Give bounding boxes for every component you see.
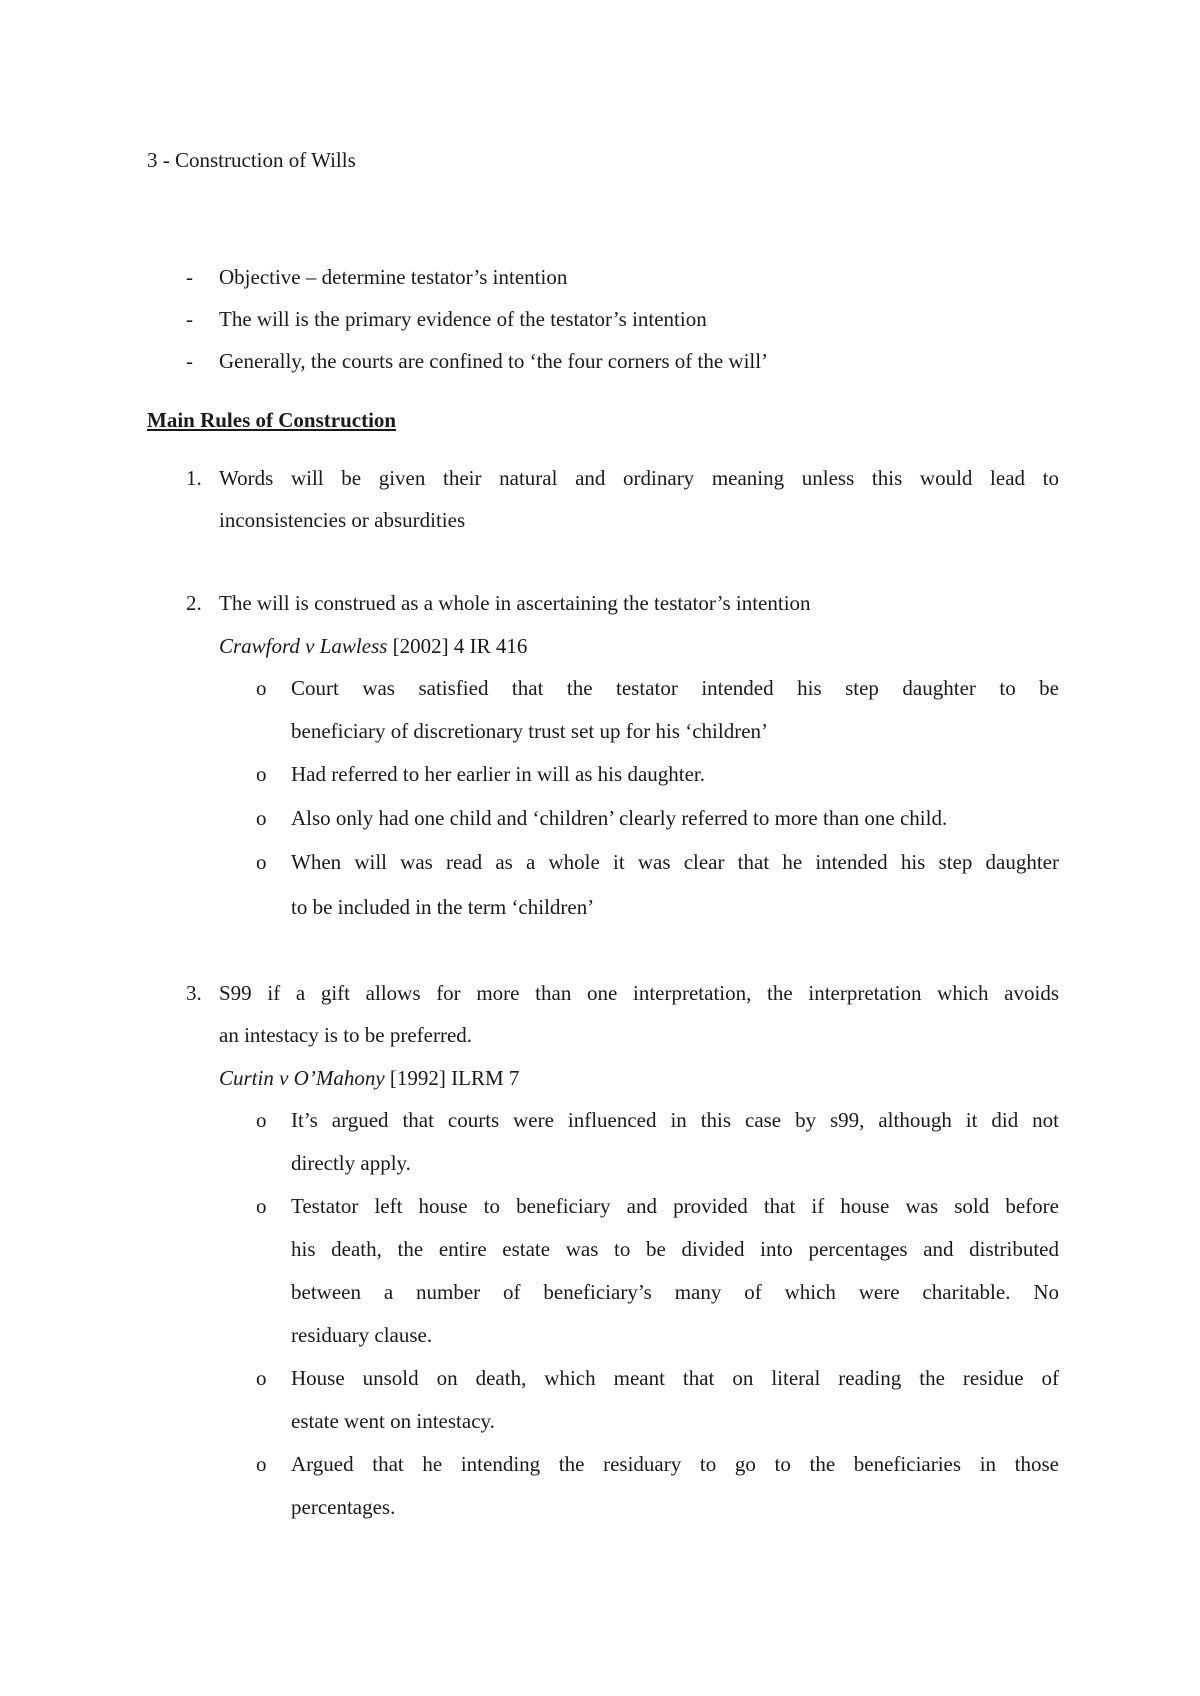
bullet-text-line: between a number of beneficiary’s many of which were charitable. No <box>291 1280 1059 1304</box>
case-reference <box>219 636 527 657</box>
rule-number: 3. <box>186 981 202 1005</box>
rule-text-line: Words will be given their natural and ordinary meaning unless this would lead to <box>219 466 1059 490</box>
bullet-text-line: his death, the entire estate was to be divided into percentages and distributed <box>291 1237 1059 1261</box>
bullet-text-line: residuary clause. <box>291 1323 433 1347</box>
bullet-marker: o <box>256 676 267 700</box>
bullet-text-line: Also only had one child and ‘children’ clearly referred to more than one child. <box>291 806 948 830</box>
bullet-text-line: Testator left house to beneficiary and provided that if house was sold before <box>291 1194 1059 1218</box>
bullet-text-line: to be included in the term ‘children’ <box>291 895 595 919</box>
rule-number: 1. <box>186 466 202 490</box>
dash-marker: - <box>186 307 193 331</box>
intro-item-text: The will is the primary evidence of the testator’s intention <box>219 307 707 331</box>
bullet-text-line: beneficiary of discretionary trust set up for his ‘children’ <box>291 719 769 743</box>
bullet-text-line: It’s argued that courts were influenced in this case by s99, although it did not <box>291 1108 1059 1132</box>
bullet-text-line: House unsold on death, which meant that on literal reading the residue of <box>291 1366 1059 1390</box>
case-reference <box>219 1068 519 1089</box>
rule-text-line: inconsistencies or absurdities <box>219 508 466 532</box>
bullet-text-line: estate went on intestacy. <box>291 1409 495 1433</box>
bullet-marker: o <box>256 1108 267 1132</box>
rule-number: 2. <box>186 591 202 615</box>
rule-text-line: The will is construed as a whole in ascertaining the testator’s intention <box>219 591 811 615</box>
bullet-text-line: Had referred to her earlier in will as his daughter. <box>291 762 706 786</box>
intro-item-text: Objective – determine testator’s intention <box>219 265 568 289</box>
rule-text-line: an intestacy is to be preferred. <box>219 1023 473 1047</box>
case-citation: [1992] ILRM 7 <box>384 1066 520 1090</box>
case-citation: [2002] 4 IR 416 <box>387 634 528 658</box>
bullet-marker: o <box>256 1452 267 1476</box>
bullet-text-line: Court was satisfied that the testator intended his step daughter to be <box>291 676 1059 700</box>
bullet-text-line: Argued that he intending the residuary to go to the beneficiaries in those <box>291 1452 1059 1476</box>
bullet-marker: o <box>256 806 267 830</box>
bullet-text-line: directly apply. <box>291 1151 411 1175</box>
intro-item-text: Generally, the courts are confined to ‘the four corners of the will’ <box>219 349 769 373</box>
case-name: Crawford v Lawless <box>219 634 388 658</box>
document-title: 3 - Construction of Wills <box>147 148 356 172</box>
dash-marker: - <box>186 265 193 289</box>
case-name: Curtin v O’Mahony <box>219 1066 385 1090</box>
rule-text-line: S99 if a gift allows for more than one interpretation, the interpretation which avoids <box>219 981 1059 1005</box>
bullet-marker: o <box>256 1194 267 1218</box>
dash-marker: - <box>186 349 193 373</box>
bullet-marker: o <box>256 762 267 786</box>
section-heading: Main Rules of Construction <box>147 408 397 432</box>
bullet-text-line: When will was read as a whole it was clear that he intended his step daughter <box>291 850 1059 874</box>
bullet-text-line: percentages. <box>291 1495 396 1519</box>
bullet-marker: o <box>256 1366 267 1390</box>
bullet-marker: o <box>256 850 267 874</box>
